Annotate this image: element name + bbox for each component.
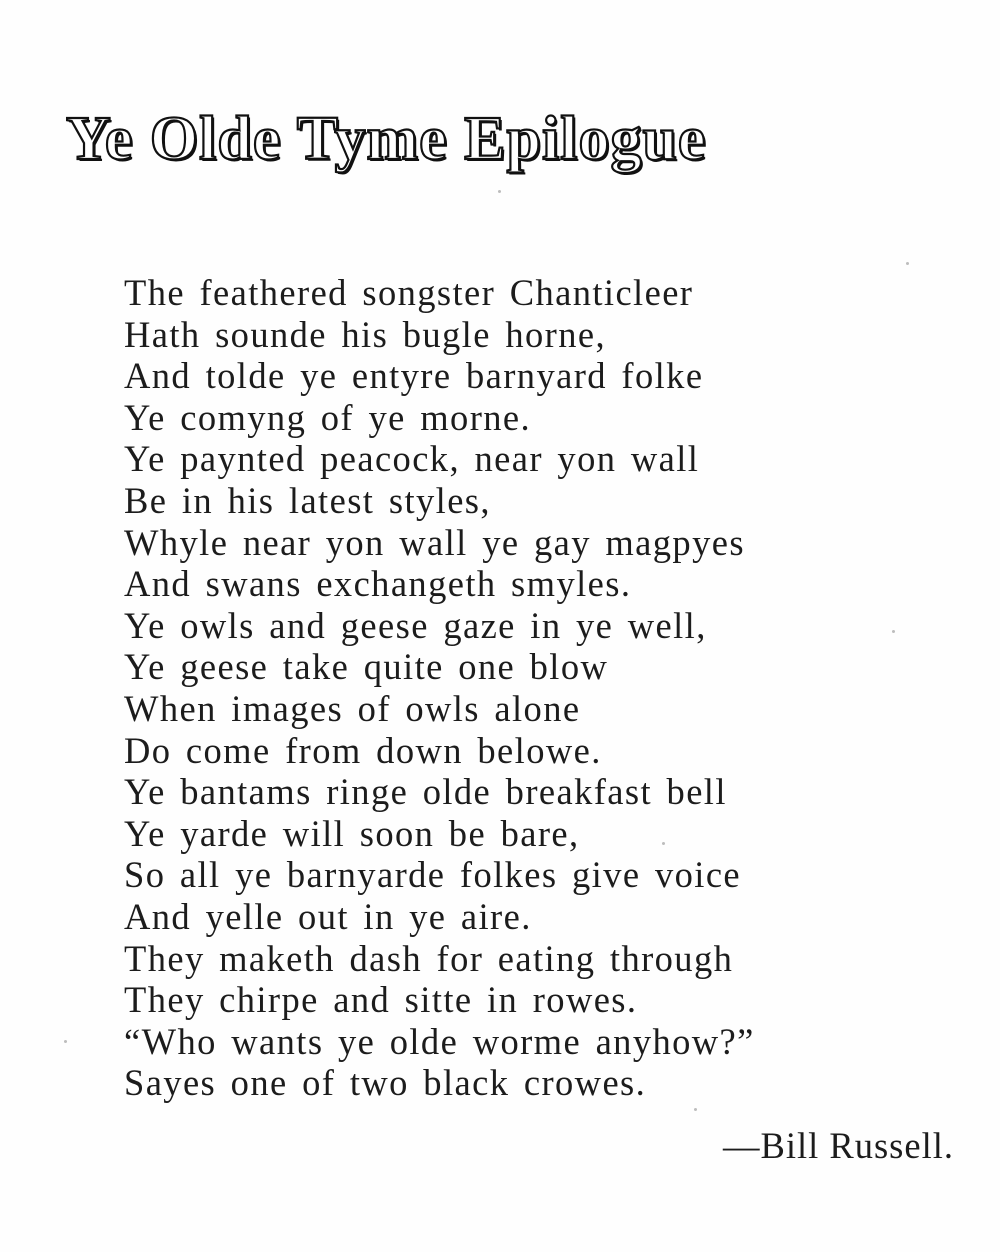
- poem-line: Whyle near yon wall ye gay magpyes: [124, 521, 745, 563]
- poem-line: And yelle out in ye aire.: [124, 895, 532, 937]
- poem-body: [124, 272, 755, 1104]
- poem-line: Sayes one of two black crowes.: [124, 1062, 647, 1104]
- poem-line: And swans exchangeth smyles.: [124, 563, 632, 605]
- poem-line: Ye paynted peacock, near yon wall: [124, 438, 700, 480]
- poem-line: Ye owls and geese gaze in ye well,: [124, 604, 707, 646]
- paper-speck: [906, 262, 909, 265]
- poem-line: So all ye barnyarde folkes give voice: [124, 854, 742, 896]
- poem-line: Ye geese take quite one blow: [124, 646, 609, 688]
- poem-line: When images of owls alone: [124, 687, 581, 729]
- poem-line: They maketh dash for eating through: [124, 937, 734, 979]
- poem-title: Ye Olde Tyme Epilogue: [66, 105, 707, 173]
- paper-speck: [662, 842, 665, 845]
- poem-line: Ye bantams ringe olde breakfast bell: [124, 771, 727, 813]
- poem-line: The feathered songster Chanticleer: [124, 272, 694, 313]
- poem-line: Do come from down belowe.: [124, 729, 602, 771]
- paper-speck: [64, 1040, 67, 1043]
- poem-line: Ye yarde will soon be bare,: [124, 812, 580, 854]
- poem-line: “Who wants ye olde worme anyhow?”: [124, 1020, 755, 1062]
- paper-speck: [892, 630, 895, 633]
- poem-line: Hath sounde his bugle horne,: [124, 313, 606, 355]
- poem-line: They chirpe and sitte in rowes.: [124, 979, 638, 1021]
- paper-speck: [498, 190, 501, 193]
- author-signature: —Bill Russell.: [722, 1125, 954, 1166]
- poem-line: Ye comyng of ye morne.: [124, 396, 532, 438]
- poem-line: Be in his latest styles,: [124, 479, 491, 521]
- paper-speck: [694, 1108, 697, 1111]
- poem-line: And tolde ye entyre barnyard folke: [124, 355, 704, 397]
